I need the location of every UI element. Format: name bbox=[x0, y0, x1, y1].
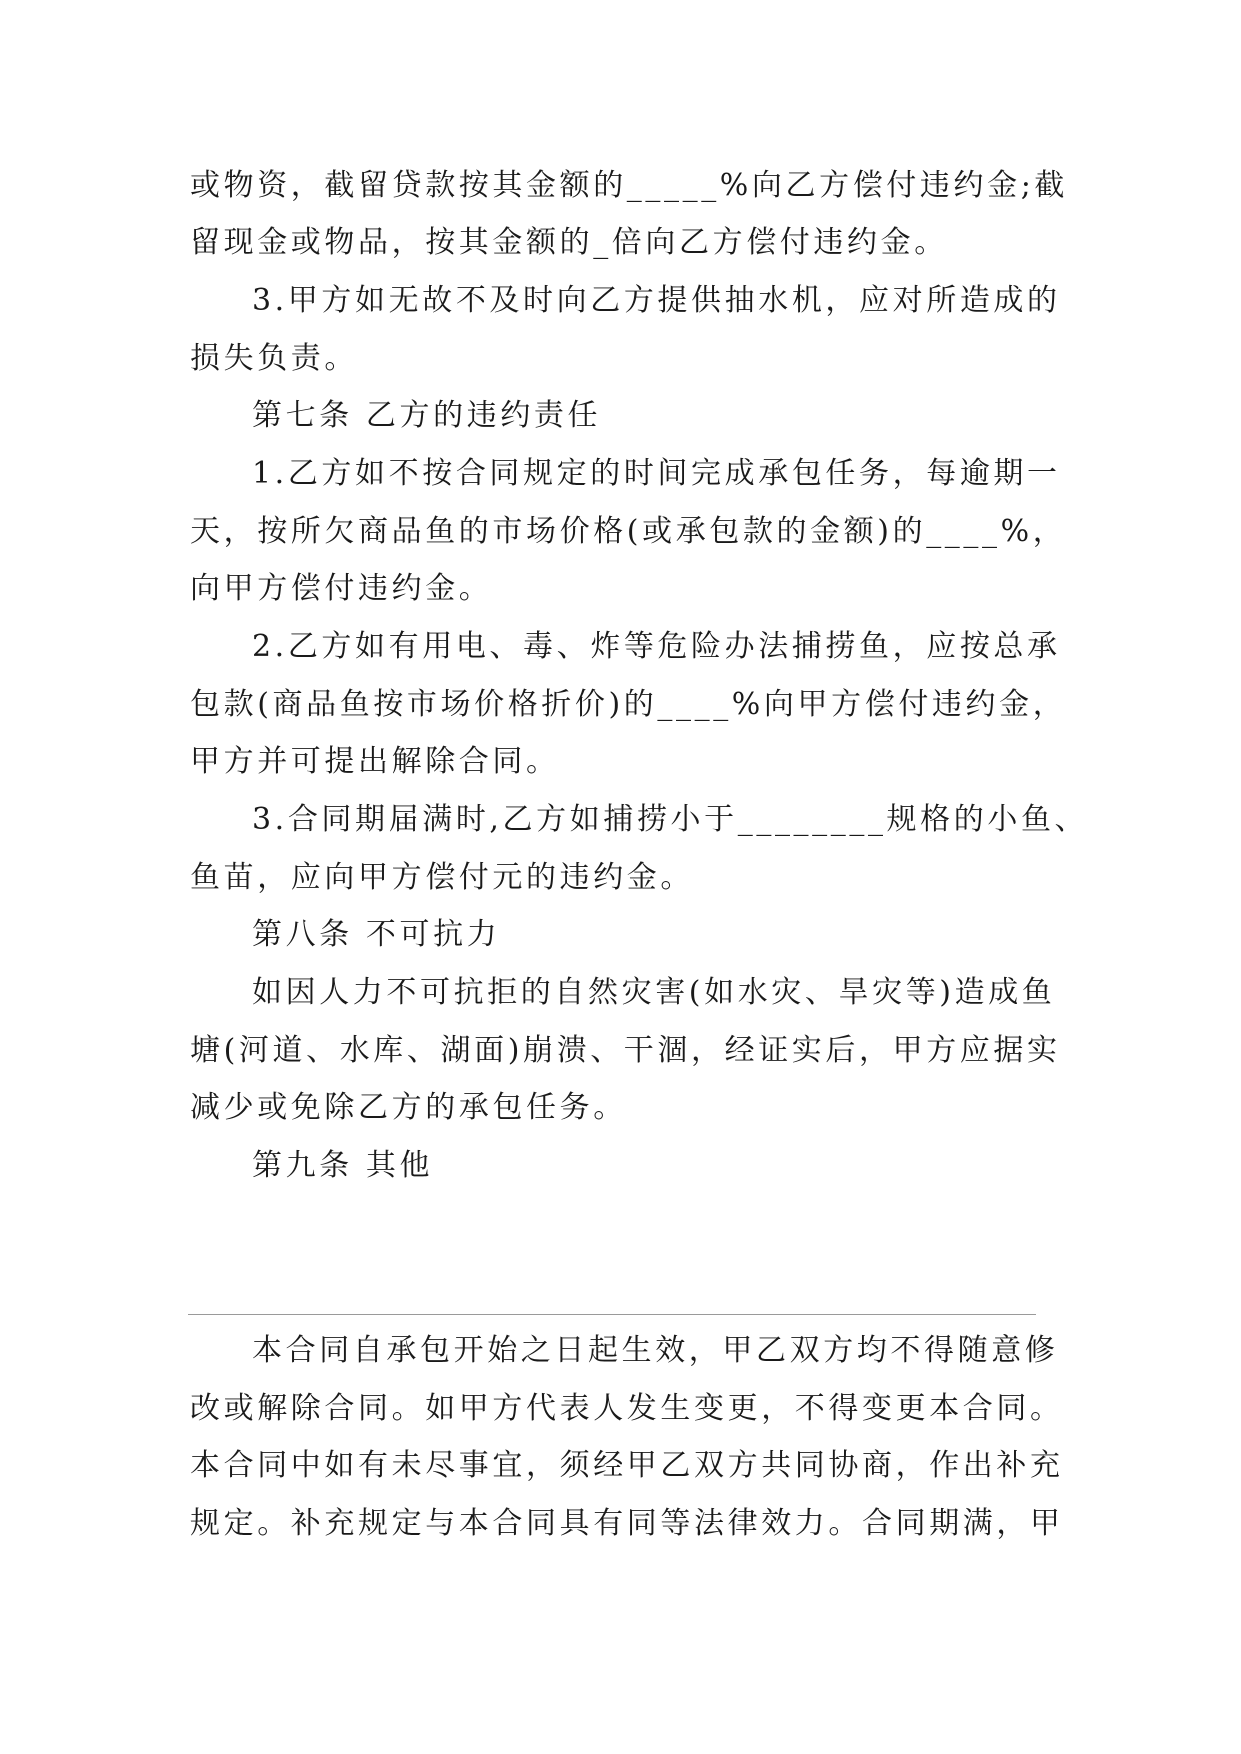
paragraph-line: 或物资，截留贷款按其金额的_____%向乙方偿付违约金;截 bbox=[190, 168, 1069, 203]
paragraph-line: 包款(商品鱼按市场价格折价)的____%向甲方偿付违约金， bbox=[190, 687, 1067, 722]
section-heading: 第九条 其他 bbox=[252, 1148, 434, 1183]
paragraph-line: 天，按所欠商品鱼的市场价格(或承包款的金额)的____%， bbox=[190, 514, 1067, 549]
page-divider bbox=[188, 1314, 1036, 1315]
paragraph-line: 损失负责。 bbox=[190, 341, 358, 376]
paragraph-line: 3.甲方如无故不及时向乙方提供抽水机，应对所造成的 bbox=[252, 283, 1061, 318]
paragraph-line: 规定。补充规定与本合同具有同等法律效力。合同期满，甲 bbox=[190, 1506, 1064, 1541]
paragraph-line: 鱼苗，应向甲方偿付元的违约金。 bbox=[190, 860, 694, 895]
paragraph-line: 改或解除合同。如甲方代表人发生变更，不得变更本合同。 bbox=[190, 1391, 1064, 1426]
paragraph-line: 塘(河道、水库、湖面)崩溃、干涸，经证实后，甲方应据实 bbox=[190, 1033, 1061, 1068]
paragraph-line: 1.乙方如不按合同规定的时间完成承包任务，每逾期一 bbox=[252, 456, 1061, 491]
paragraph-line: 减少或免除乙方的承包任务。 bbox=[190, 1090, 627, 1125]
paragraph-line: 如因人力不可抗拒的自然灾害(如水灾、旱灾等)造成鱼 bbox=[252, 975, 1056, 1010]
paragraph-line: 3.合同期届满时,乙方如捕捞小于________规格的小鱼、 bbox=[252, 802, 1089, 837]
paragraph-line: 本合同中如有未尽事宜，须经甲乙双方共同协商，作出补充 bbox=[190, 1448, 1064, 1483]
paragraph-line: 本合同自承包开始之日起生效，甲乙双方均不得随意修 bbox=[252, 1333, 1059, 1368]
paragraph-line: 2.乙方如有用电、毒、炸等危险办法捕捞鱼，应按总承 bbox=[252, 629, 1061, 664]
section-heading: 第八条 不可抗力 bbox=[252, 917, 501, 952]
paragraph-line: 甲方并可提出解除合同。 bbox=[190, 744, 560, 779]
section-heading: 第七条 乙方的违约责任 bbox=[252, 398, 602, 433]
paragraph-line: 向甲方偿付违约金。 bbox=[190, 571, 493, 606]
paragraph-line: 留现金或物品，按其金额的_倍向乙方偿付违约金。 bbox=[190, 225, 948, 260]
